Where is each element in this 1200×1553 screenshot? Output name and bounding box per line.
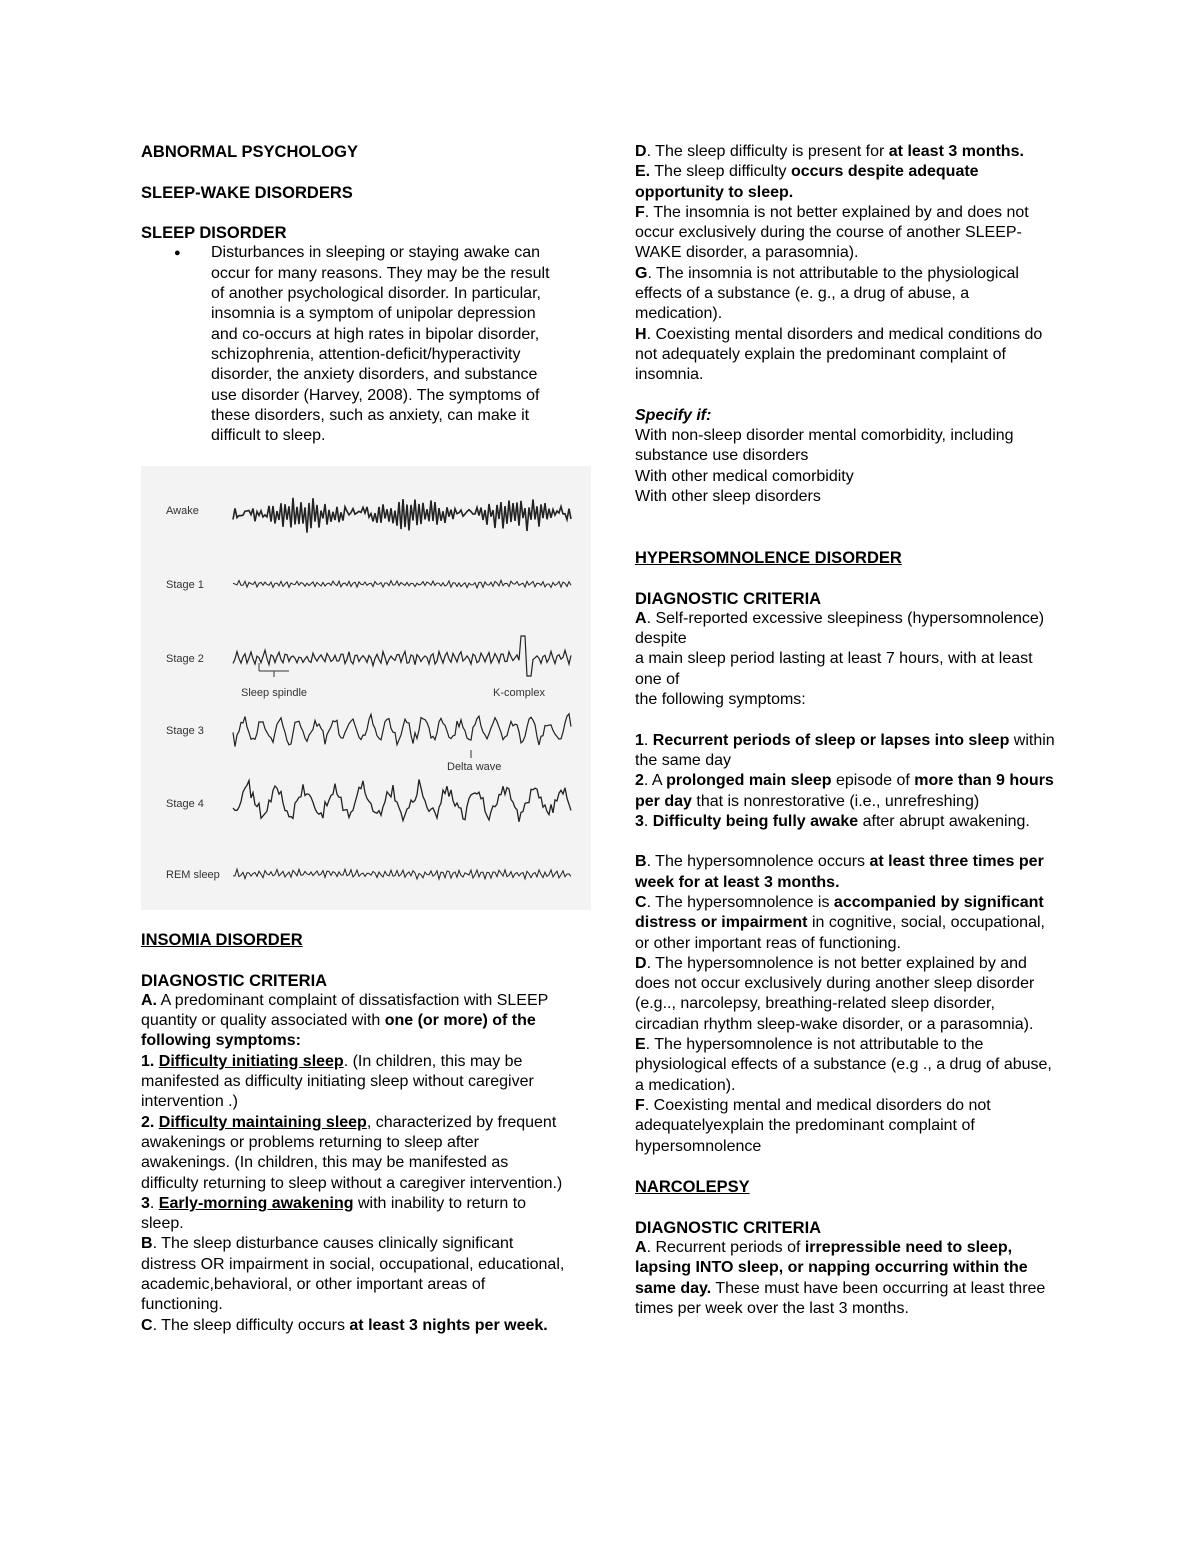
insomnia-criterion-h: H. Coexisting mental disorders and medical conditions do not adequately explain the predominant complaint of insomnia. xyxy=(635,325,1043,384)
annotation-delta-wave: Delta wave xyxy=(447,761,502,773)
specify-heading: Specify if: xyxy=(635,406,712,424)
insomnia-criterion-c: C. The sleep difficulty occurs at least 3 nights per week. xyxy=(141,1316,548,1334)
spindle-bracket xyxy=(259,663,289,677)
insomnia-criteria-heading: DIAGNOSTIC CRITERIA xyxy=(141,971,328,990)
hyper-criterion-a: A. Self-reported excessive sleepiness (hypersomnolence) despite xyxy=(635,609,1045,648)
insomnia-section xyxy=(141,930,566,1336)
hyper-criterion-d: D. The hypersomnolence is not better explained by and does not occur exclusively during another sleep disorder xyxy=(635,954,1035,993)
stage4-trace xyxy=(233,780,571,822)
specify-item-2: With other medical comorbidity xyxy=(635,467,854,485)
insomnia-criterion-d: D. The sleep difficulty is present for at least 3 months. xyxy=(635,143,1024,160)
hyper-criterion-a-line3: the following symptoms: xyxy=(635,691,806,709)
eeg-waveforms xyxy=(141,466,591,910)
hypersomnolence-heading: HYPERSOMNOLENCE DISORDER xyxy=(635,548,902,567)
specify-item-3: With other sleep disorders xyxy=(635,488,821,506)
insomnia-criterion-g: G. The insomnia is not attributable to the physiological effects of a substance (e. g., a drug of abuse, a medication). xyxy=(635,264,1019,323)
document-title: ABNORMAL PSYCHOLOGY xyxy=(141,143,358,161)
label-stage3: Stage 3 xyxy=(166,725,204,737)
stage1-trace xyxy=(233,580,571,588)
label-stage4: Stage 4 xyxy=(166,798,204,810)
narcolepsy-criterion-a: A. Recurrent periods of irrepressible need to sleep, lapsing INTO sleep, or napping occurring within the same day. These must have been occurring at least three times per week over the last 3 months. xyxy=(635,1239,1046,1317)
eeg-sleep-stages-figure xyxy=(141,466,591,910)
insomnia-criterion-f: F. The insomnia is not better explained by and does not occur exclusively during the course of another SLEEP-WAKE disorder, a parasomnia). xyxy=(635,203,1029,262)
hyper-criterion-a-line2: a main sleep period lasting at least 7 hours, with at least one of xyxy=(635,650,1033,688)
insomnia-symptom-3: 3. Early-morning awakening with inability to return to sleep. xyxy=(141,1194,527,1233)
hyper-criterion-e: E. The hypersomnolence is not attributable to the physiological effects of a substance (e.g ., a drug of abuse, a medication). xyxy=(635,1036,1052,1094)
right-column xyxy=(635,142,1060,1319)
subsection-heading: SLEEP DISORDER xyxy=(141,224,287,243)
hyper-criterion-c: C. The hypersomnolence is accompanied by significant distress or impairment in cognitive, social, occupational, or other important reas of functioning. xyxy=(635,893,1045,952)
hyper-symptom-1: 1. Recurrent periods of sleep or lapses into sleep within the same day xyxy=(635,731,1055,769)
rem-trace xyxy=(233,869,571,879)
hyper-symptom-2: 2. A prolonged main sleep episode of more than 9 hours per day that is nonrestorative (i.e., unrefreshing) xyxy=(635,772,1054,810)
insomnia-criterion-a: A. A predominant complaint of dissatisfaction with SLEEP quantity or quality associated with one (or more) of the following symptoms: xyxy=(141,991,549,1050)
annotation-k-complex: K-complex xyxy=(493,687,545,699)
label-stage2: Stage 2 xyxy=(166,653,204,665)
hyper-criterion-f: F. Coexisting mental and medical disorders do not adequatelyexplain the predominant complaint of hypersomnolence xyxy=(635,1096,991,1155)
insomnia-symptom-1: 1. Difficulty initiating sleep. (In children, this may be manifested as difficulty initiating sleep without caregiver intervention .) xyxy=(141,1052,534,1111)
label-stage1: Stage 1 xyxy=(166,579,204,591)
hyper-symptom-3: 3. Difficulty being fully awake after abrupt awakening. xyxy=(635,812,1030,830)
hyper-criterion-d-line2: (e.g.., narcolepsy, breathing-related sleep disorder, circadian rhythm sleep-wake disorder, or a parasomnia). xyxy=(635,995,1034,1033)
narcolepsy-heading: NARCOLEPSY xyxy=(635,1178,750,1197)
left-column xyxy=(141,142,566,446)
narcolepsy-criteria-heading: DIAGNOSTIC CRITERIA xyxy=(635,1218,822,1237)
insomnia-heading: INSOMIA DISORDER xyxy=(141,931,303,949)
section-heading: SLEEP-WAKE DISORDERS xyxy=(141,183,353,202)
annotation-sleep-spindle: Sleep spindle xyxy=(241,687,308,699)
label-awake: Awake xyxy=(166,505,199,517)
label-rem: REM sleep xyxy=(166,869,220,881)
bullet-paragraph: ● Disturbances in sleeping or staying awake can occur for many reasons. They may be the result of another psychological disorder. In particular, insomnia is a symptom of unipolar depression and co-occurs at high rates in bipolar disorder, schizophrenia, attention-deficit/hyperactivity disorder, the anxiety disorders, and substance use disorder (Harvey, 2008). The symptoms of these disorders, such as anxiety, can make it difficult to sleep. xyxy=(141,243,566,446)
hyper-criterion-b: B. The hypersomnolence occurs at least three times per week for at least 3 months. xyxy=(635,853,1044,891)
insomnia-criterion-b: B. The sleep disturbance causes clinically significant distress OR impairment in social, occupational, educational, academic,behavioral, or other important areas of functioning. xyxy=(141,1235,565,1314)
stage3-trace xyxy=(233,714,571,747)
hypersomnolence-criteria-heading: DIAGNOSTIC CRITERIA xyxy=(635,589,822,608)
insomnia-symptom-2: 2. Difficulty maintaining sleep, characterized by frequent awakenings or problems returning to sleep after awakenings. (In children, this may be manifested as difficulty returning to sleep without a caregiver intervention.) xyxy=(141,1113,563,1192)
awake-trace xyxy=(233,498,571,533)
specify-item-1: With non-sleep disorder mental comorbidity, including substance use disorders xyxy=(635,427,1014,465)
insomnia-criterion-e: E. The sleep difficulty occurs despite adequate opportunity to sleep. xyxy=(635,163,979,201)
stage2-trace xyxy=(233,636,571,676)
